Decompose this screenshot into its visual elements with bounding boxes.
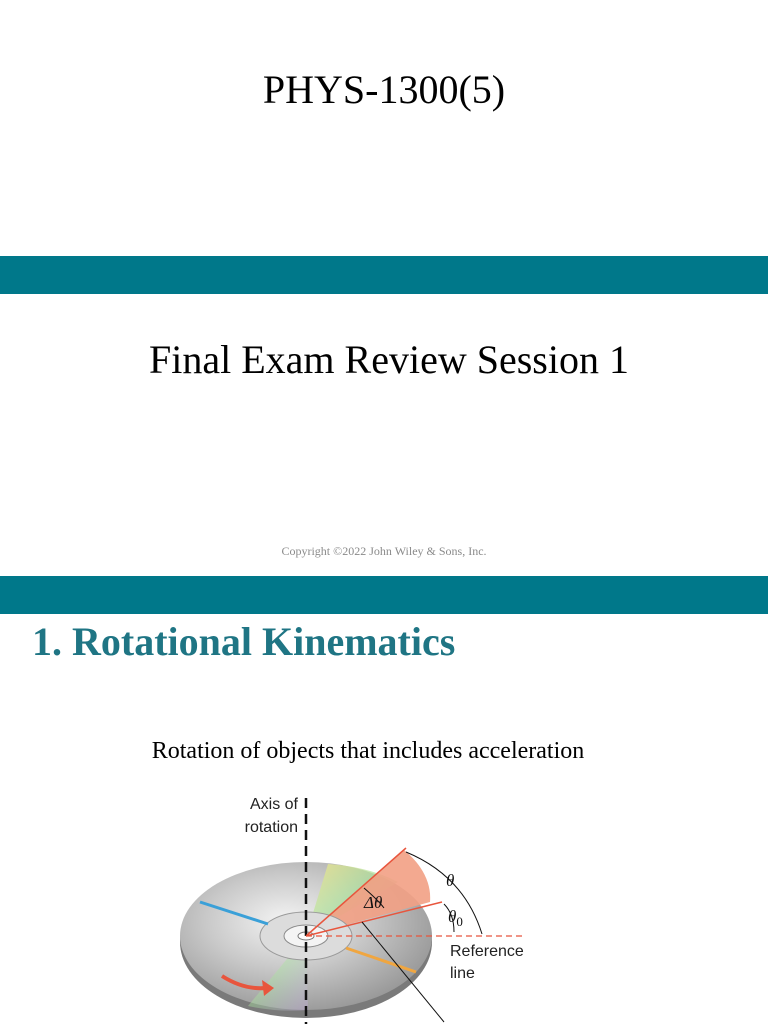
rotating-disc-figure xyxy=(178,790,528,1024)
axis-label-line2: rotation xyxy=(244,819,298,836)
reference-label-line2: line xyxy=(450,965,475,982)
section-subtitle: Rotation of objects that includes acceleration xyxy=(151,738,585,764)
copyright-notice: Copyright ©2022 John Wiley & Sons, Inc. xyxy=(281,544,487,558)
reference-label-line1: Reference xyxy=(450,943,524,960)
theta0-label: $\theta_0$ xyxy=(448,907,463,929)
session-title: Final Exam Review Session 1 xyxy=(149,337,629,382)
course-title: PHYS-1300(5) xyxy=(262,67,506,112)
disc-diagram xyxy=(178,790,528,1024)
accent-band-bottom xyxy=(0,576,768,614)
theta-label: θ xyxy=(446,871,455,890)
axis-label-line1: Axis of xyxy=(249,796,298,813)
delta-theta-label: Δθ xyxy=(364,893,383,912)
section-heading: 1. Rotational Kinematics xyxy=(32,619,456,664)
accent-band-top xyxy=(0,256,768,294)
